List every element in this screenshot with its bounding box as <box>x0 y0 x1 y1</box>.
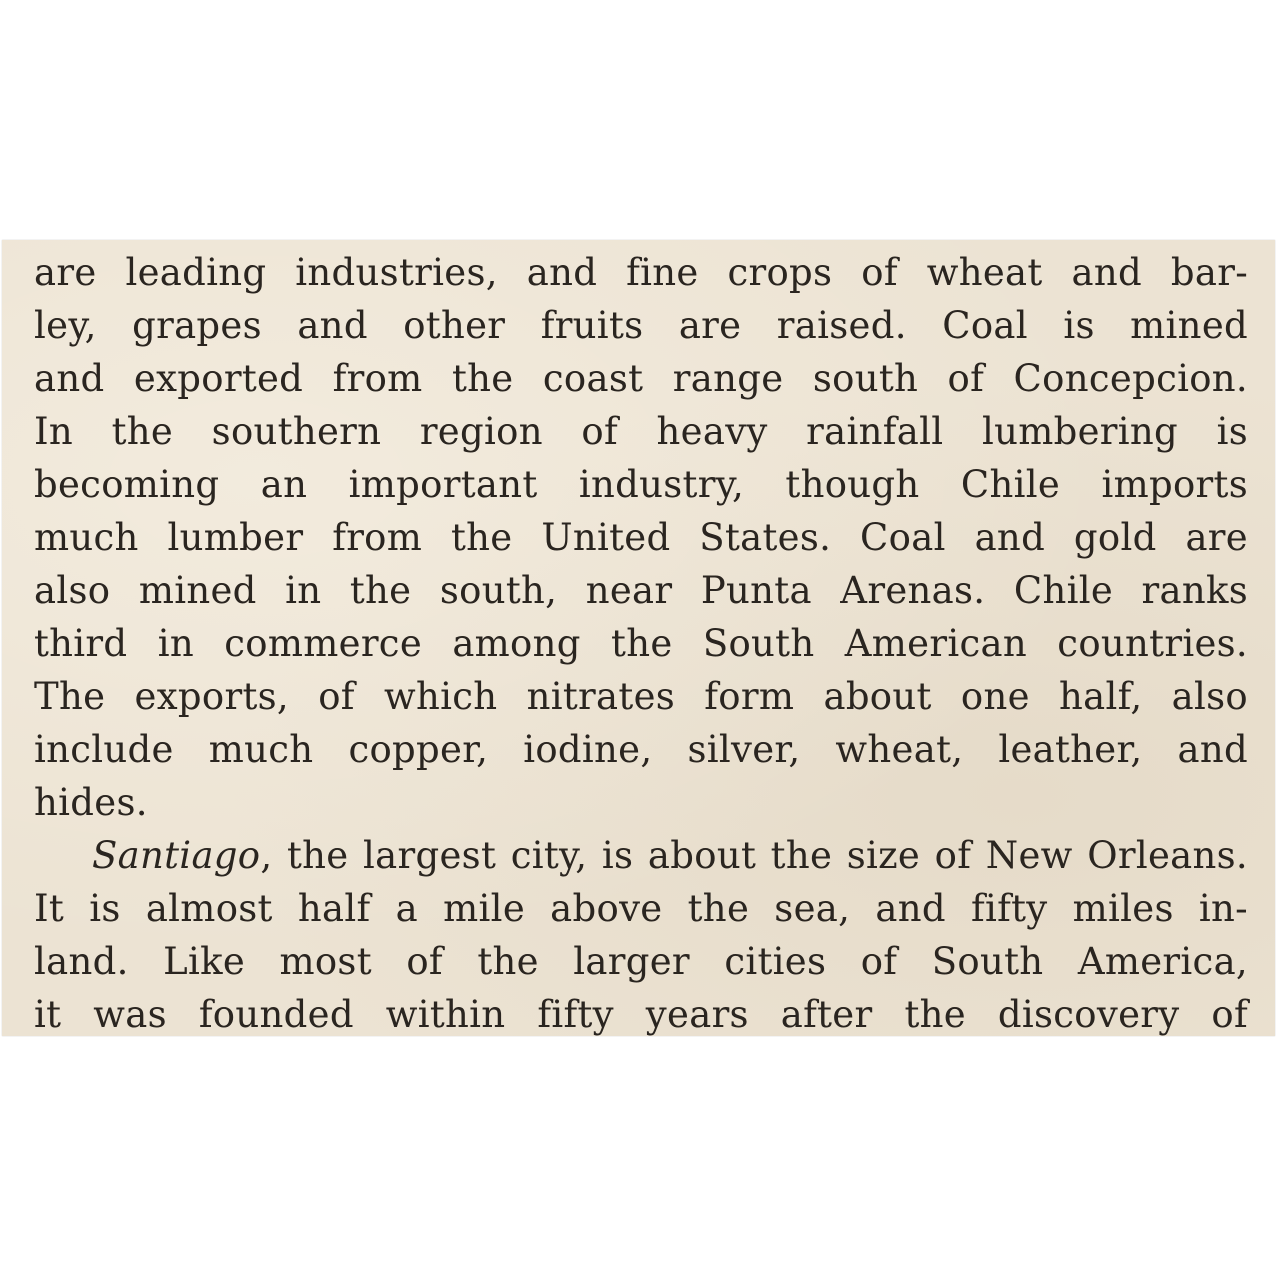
place-name: Santiago <box>92 834 261 877</box>
text-line: include much copper, iodine, silver, wheat, leather, and <box>34 728 1248 771</box>
text-line: In the southern region of heavy rainfall lumbering is <box>34 410 1248 453</box>
lead-line-rest: , the largest city, is about the size of New Orleans. <box>260 834 1248 877</box>
text-line: and exported from the coast range south of Concepcion. <box>34 357 1248 400</box>
text-line: hides. <box>34 781 148 824</box>
text-line: are leading industries, and fine crops of wheat and bar- <box>34 251 1248 294</box>
paragraph-lead-line <box>34 829 1248 882</box>
text-line: third in commerce among the South American countries. <box>34 622 1248 665</box>
text-line: it was founded within fifty years after the discovery of <box>34 993 1248 1036</box>
text-line: becoming an important industry, though Chile imports <box>34 463 1248 506</box>
newspaper-clipping <box>2 240 1275 1036</box>
text-body <box>34 246 1248 1036</box>
text-line: also mined in the south, near Punta Arenas. Chile ranks <box>34 569 1248 612</box>
text-line: land. Like most of the larger cities of South America, <box>34 940 1248 983</box>
text-line: much lumber from the United States. Coal and gold are <box>34 516 1248 559</box>
text-line: The exports, of which nitrates form about one half, also <box>34 675 1248 718</box>
text-line: ley, grapes and other fruits are raised. Coal is mined <box>34 304 1248 347</box>
text-line: It is almost half a mile above the sea, and fifty miles in- <box>34 887 1248 930</box>
